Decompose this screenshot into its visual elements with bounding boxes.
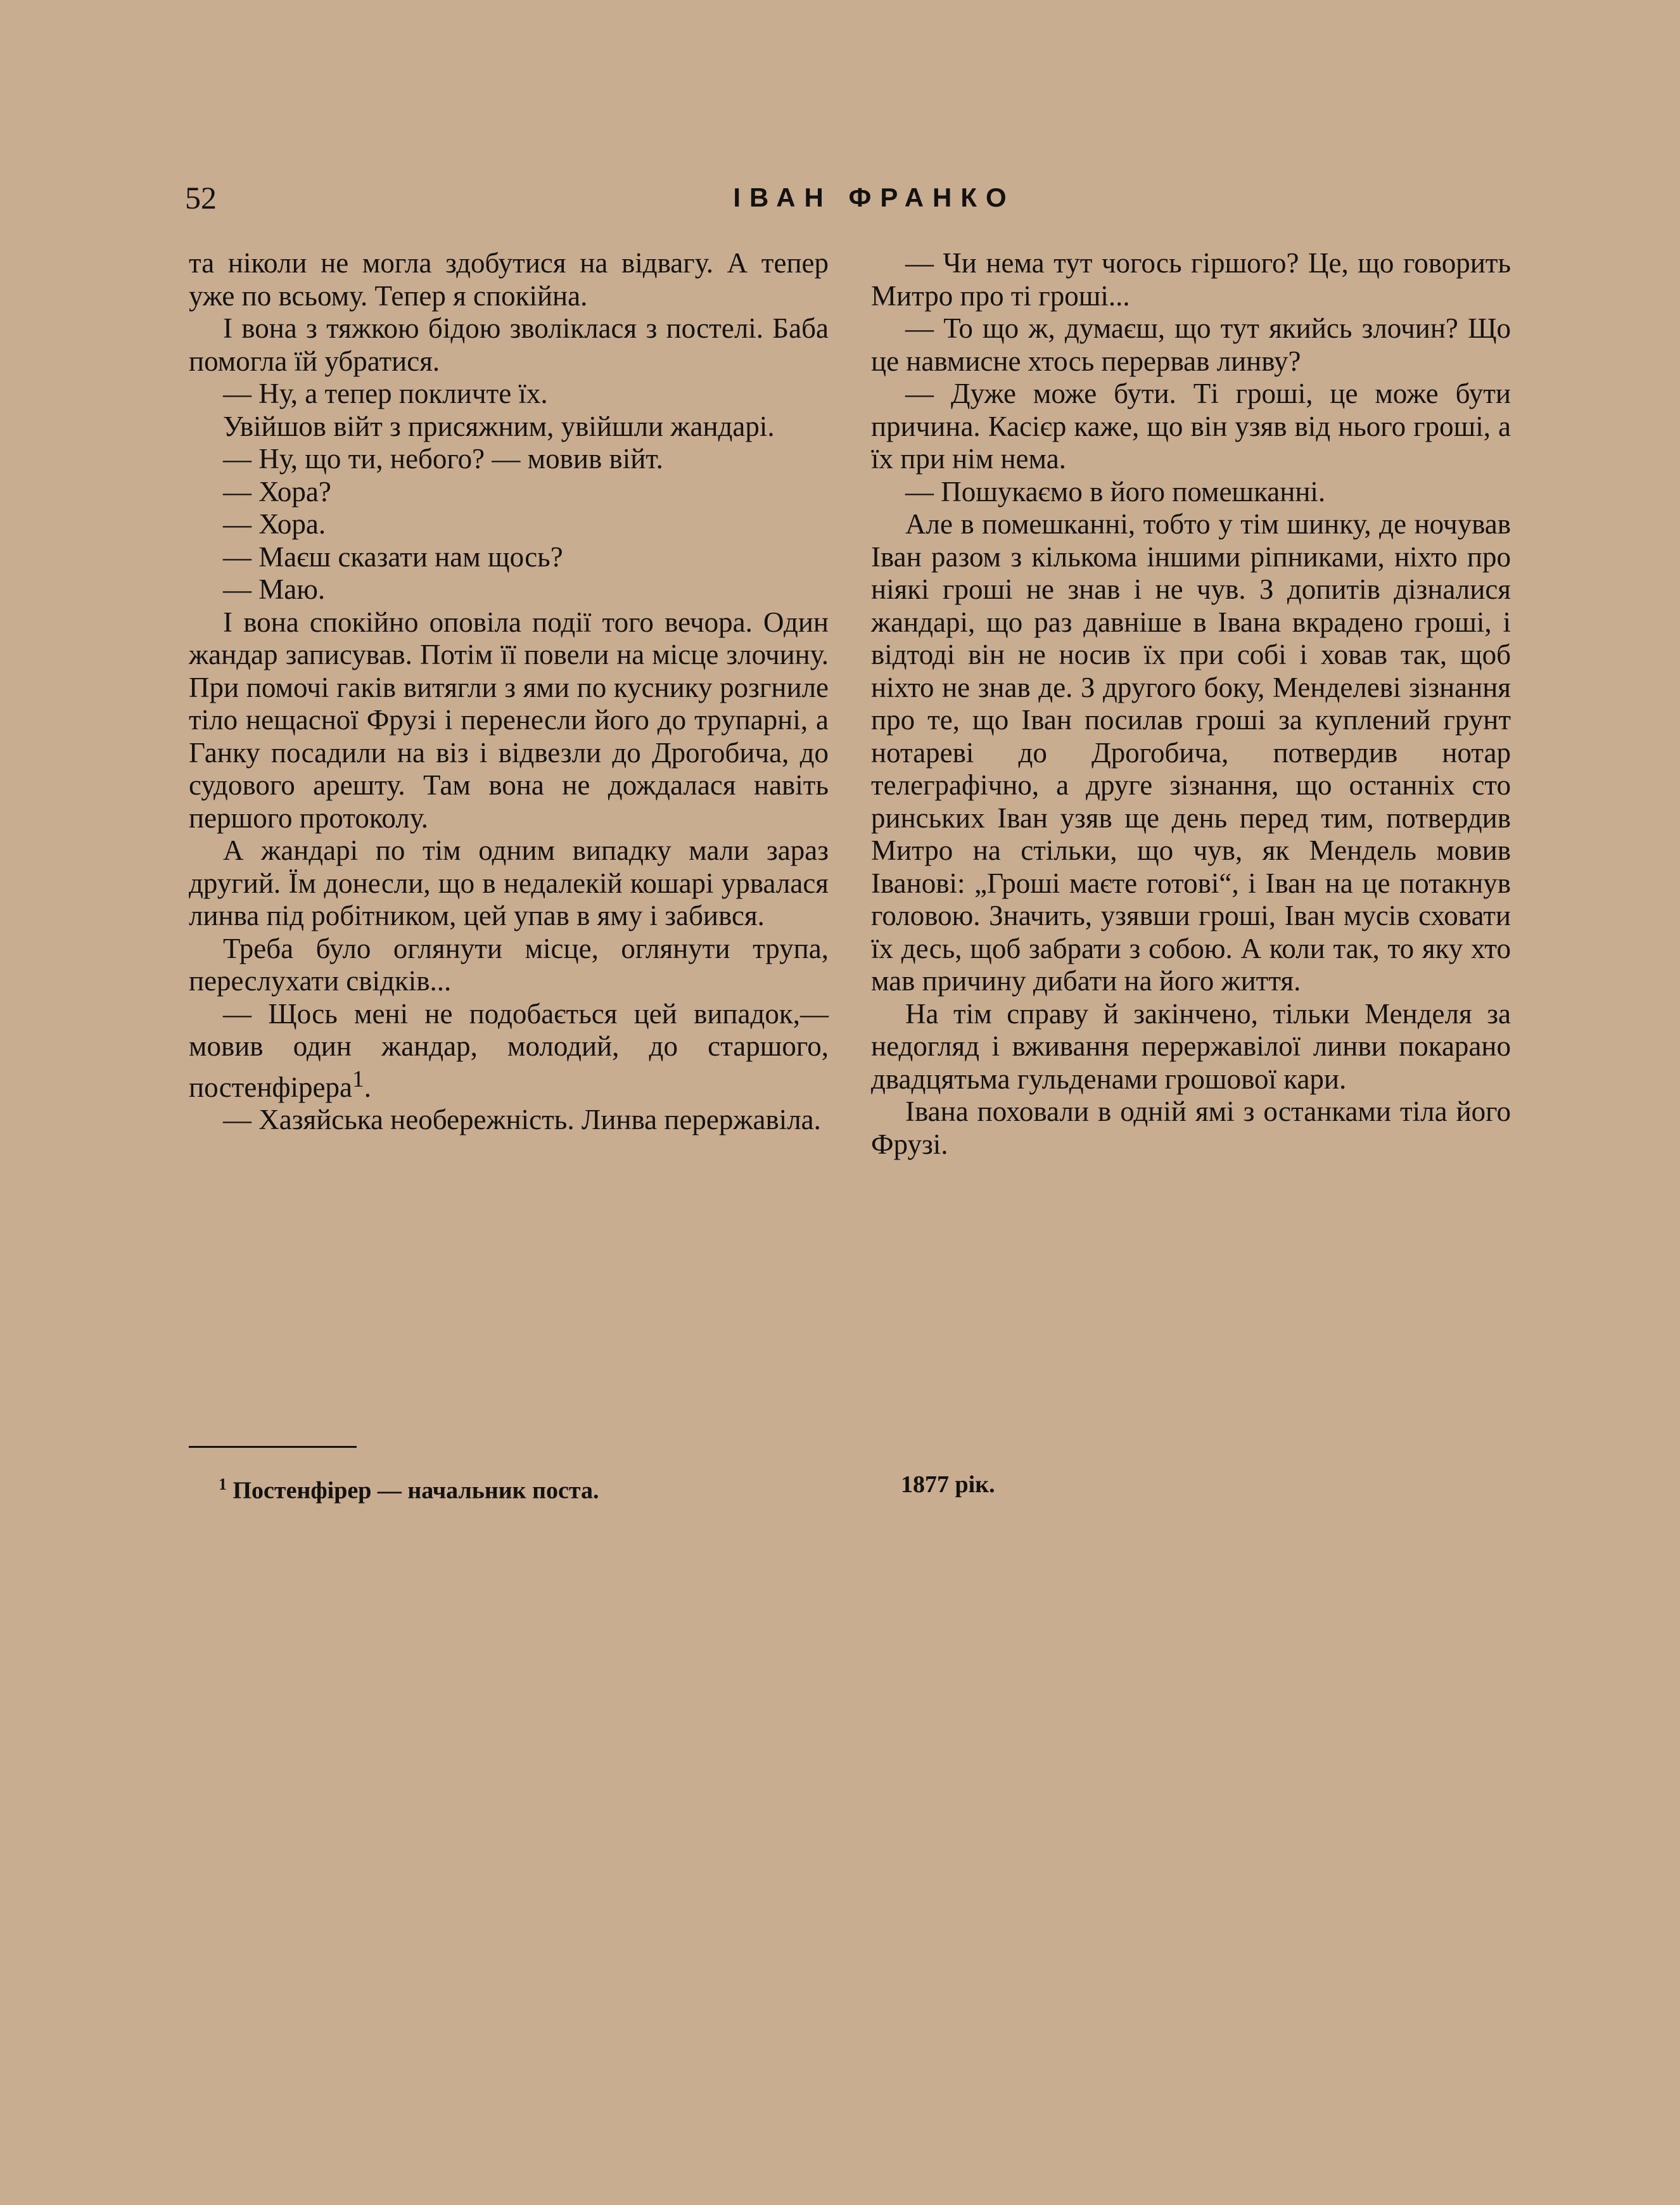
paragraph: — Ну, а тепер покличте їх. [223, 378, 548, 409]
paragraph: — Маєш сказати нам щось? [223, 540, 563, 573]
page-number: 52 [185, 180, 217, 215]
paragraph: — Пошукаємо в його помешканні. [905, 475, 1326, 508]
footnote-text: Постенфірер — начальник поста. [232, 1477, 599, 1504]
footnote-marker: 1 [219, 1475, 227, 1493]
footnote [219, 1469, 789, 1507]
paragraph: — Маю. [223, 573, 326, 605]
paragraph: — Ну, що ти, небого? — мовив війт. [223, 443, 663, 475]
paragraph: І вона з тяжкою бідою зволіклася з постелі. Баба помогла їй убратися. [189, 312, 829, 377]
paragraph: — То що ж, думаєш, що тут якийсь злочин? Що це навмисне хтось перервав линву? [871, 312, 1511, 377]
footnote-reference: 1 [352, 1066, 364, 1092]
paragraph: Але в помешканні, тобто у тім шинку, де ночував Іван разом з кількома іншими ріпниками, ніхто про ніякі гроші не знав і не чув. З допитів дізналися жандарі, що раз давніше в Івана вкрадено гроші, і відтоді він не носив їх при собі і ховав так, щоб ніхто не знав де. З другого боку, Менделеві зізнання про те, що Іван посилав гроші за куплений грунт нотареві до Дрогобича, потвердив нотар телеграфічно, а друге зізнання, що останніх сто ринських Іван узяв ще день перед тим, потвердив Митро на стільки, що чув, як Мендель мовив Іванові: „Гроші маєте готові“, і Іван на це потакнув головою. Значить, узявши гроші, Іван мусів сховати їх десь, щоб забрати з собою. А коли так, то яку хто мав причину дибати на його життя. [871, 508, 1511, 997]
paragraph: та ніколи не могла здобутися на відвагу. А тепер уже по всьому. Тепер я спокійна. [189, 247, 829, 312]
paragraph: І вона спокійно оповіла події того вечора. Один жандар записував. Потім її повели на місце злочину. При помочі гаків витягли з ями по куснику розгниле тіло нещасної Фрузі і перенесли його до трупарні, а Ганку посадили на віз і відвезли до Дрогобича, до судового арешту. Там вона не дождалася навіть першого протоколу. [189, 606, 829, 834]
left-column [189, 247, 829, 1137]
paragraph: — Хазяйська необережність. Линва перержавіла. [223, 1104, 821, 1135]
paragraph-text: — Щось мені не подобається цей випадок,— мовив один жандар, молодий, до старшого, постенфірера [189, 997, 829, 1103]
date-line: 1877 рік. [901, 1471, 995, 1498]
right-column [871, 247, 1511, 1161]
paragraph: — Хора. [223, 508, 326, 540]
paragraph: — Щось мені не подобається цей випадок,— мовив один жандар, молодий, до старшого, постенфірера$^1$. [189, 997, 829, 1103]
paragraph: — Чи нема тут чогось гіршого? Це, що говорить Митро про ті гроші... [871, 247, 1511, 312]
paragraph: Увійшов війт з присяжним, увійшли жандарі. [223, 410, 775, 442]
paragraph: А жандарі по тім одним випадку мали зараз другий. Їм донесли, що в недалекій кошарі урвалася линва під робітником, цей упав в яму і забився. [189, 834, 829, 931]
running-head: ІВАН ФРАНКО [733, 182, 1015, 212]
paragraph: На тім справу й закінчено, тільки Менделя за недогляд і вживання перержавілої линви покарано двадцятьма гульденами грошової кари. [871, 997, 1511, 1095]
paragraph: — Дуже може бути. Ті гроші, це може бути причина. Касієр каже, що він узяв від нього гроші, а їх при нім нема. [871, 378, 1511, 475]
footnote-divider [189, 1446, 357, 1448]
paragraph: Івана поховали в одній ямі з останками тіла його Фрузі. [871, 1096, 1511, 1160]
paragraph: — Хора? [223, 475, 331, 508]
paragraph: Треба було оглянути місце, оглянути трупа, переслухати свідків... [189, 932, 829, 997]
